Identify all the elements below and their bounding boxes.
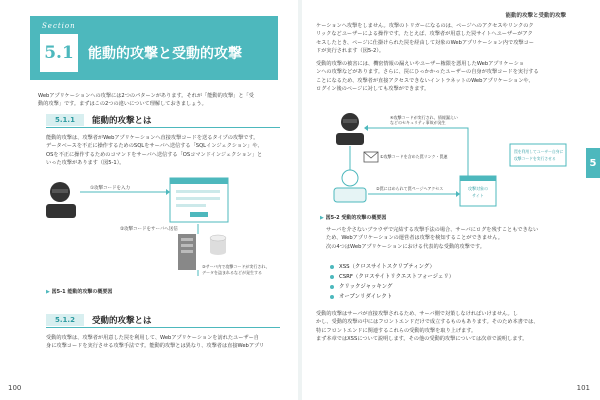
- caption-id: 図5-1: [51, 289, 66, 295]
- attacker-icon: [46, 182, 76, 218]
- paragraph-line: 受動的攻撃の被害には、機密情報の漏えいやユーザー権限を悪用したWebアプリケーショ: [316, 61, 524, 67]
- list-item-text: CSRF（クロスサイトリクエストフォージェリ）: [339, 274, 455, 280]
- chapter-tab: 5: [586, 148, 600, 178]
- paragraph-line: データベースを不正に操作するためのSQLをサーバへ送信する「SQLインジェクション」や、: [46, 143, 263, 150]
- paragraph-line: 身に攻撃コードを実行させる攻撃手法です。能動的攻撃とは異なり、攻撃者は直接Webアプリ: [46, 343, 265, 350]
- intro-line: 動的攻撃」です。まずはこの2つの違いについて理解しておきましょう。: [38, 101, 207, 108]
- subsection-number: 5.1.2: [46, 314, 84, 326]
- right-paragraph-3: [326, 226, 572, 251]
- target-site-icon: [460, 176, 496, 206]
- intro-paragraph: [38, 92, 288, 109]
- figure-5-1-caption: [46, 288, 112, 295]
- page-number-left: 100: [8, 384, 22, 392]
- paragraph-line: 受動的攻撃は、攻撃者が用意した罠を利用して、Webアプリケーションを訪れたユーザー自: [46, 335, 259, 341]
- caption-text: 能動的攻撃の概要図: [67, 289, 113, 295]
- list-item: [330, 262, 454, 272]
- fig2-target1: 攻撃対象の: [468, 186, 488, 191]
- fig1-step3b: データを盗まれるなどが発生する: [202, 270, 262, 275]
- fig2-step1: ①攻撃コードを含めた罠リンク・罠連: [380, 154, 448, 159]
- fig2-target2: サイト: [472, 193, 484, 198]
- intro-line: Webアプリケーションへの攻撃には2つのパターンがあります。それが「能動的攻撃」と「受: [38, 93, 254, 99]
- paragraph-line: ドが実行されます（図5-2）。: [316, 48, 385, 55]
- figure-5-2: [320, 106, 572, 214]
- bullet-icon: [330, 285, 334, 289]
- attacker-icon: [336, 113, 364, 145]
- fig1-step1: ①攻撃コードを入力: [90, 186, 131, 191]
- list-item-text: XSS（クロスサイトスクリプティング）: [339, 264, 435, 270]
- list-item-text: クリックジャッキング: [339, 284, 393, 290]
- caption-marker-icon: ▶: [320, 215, 324, 221]
- user-icon: [334, 170, 366, 202]
- paragraph-line: リックなどユーザーによる操作です。たとえば、攻撃者が用意した罠サイトへユーザーがアク: [316, 31, 533, 38]
- paragraph-line: まず本章ではXSSについて説明します。その他の受動的攻撃については次章で説明します。: [316, 336, 528, 343]
- paragraph-line: ため、Webアプリケーションの運営者は攻撃を検知することができません。: [326, 235, 503, 242]
- paragraph-line: サーバを介さないブラウザで完結する攻撃手法の場合、サーバにログを残すこともできない: [326, 227, 539, 233]
- section-number: 5.1: [40, 34, 78, 72]
- paragraph-line: ログイン後のページに対しても攻撃ができます。: [316, 86, 430, 93]
- paragraph-line: 特にフロントエンドに関連するこれらの受動的攻撃を取り上げます。: [316, 327, 477, 334]
- subsection-heading-passive: [46, 314, 280, 328]
- paragraph-line: OSを不正に操作するためのコマンドをサーバへ送信する「OSコマンドインジェクション」と: [46, 151, 263, 158]
- fig1-step3a: ③サーバ内で攻撃コードが実行され、: [202, 264, 270, 269]
- fig2-step4b: などのセキュリティ事故が発生: [390, 120, 446, 125]
- list-item: [330, 272, 454, 282]
- passive-attack-paragraph: [46, 334, 286, 351]
- section-label: Section: [42, 22, 76, 30]
- active-attack-paragraph: [46, 134, 286, 168]
- fig1-step2: ②攻撃コードをサーバへ送信: [120, 227, 178, 232]
- right-paragraph-1: [316, 22, 572, 56]
- list-item: [330, 282, 454, 292]
- paragraph-line: セスしたとき、ページに仕掛けられた罠を経由して対象のWebアプリケーション内で攻撃コー: [316, 39, 534, 46]
- form-window-icon: [170, 178, 228, 222]
- fig2-step2: ②罠にはめられて罠ページへアクセス: [376, 186, 444, 191]
- caption-id: 図5-2: [325, 215, 340, 221]
- subsection-heading-active: [46, 114, 280, 128]
- list-item: [330, 292, 454, 302]
- figure-5-1: [40, 172, 290, 282]
- running-head: 能動的攻撃と受動的攻撃: [505, 13, 566, 19]
- right-page: [300, 0, 600, 400]
- fig2-note2: 攻撃コードを実行させる: [514, 156, 556, 161]
- subsection-number: 5.1.1: [46, 114, 84, 126]
- paragraph-line: 受動的攻撃はサーバが直接攻撃されるため、サーバ側で対策しなければいけません。し: [316, 311, 518, 317]
- caption-marker-icon: ▶: [46, 289, 50, 295]
- database-icon: [210, 235, 226, 255]
- fig2-step4a: ④攻撃コードが実行され、情報漏えい: [390, 115, 458, 120]
- paragraph-line: ンへの攻撃などがあります。さらに、罠にひっかかったユーザーの自身が攻撃コードを実行する: [316, 69, 539, 76]
- bullet-icon: [330, 295, 334, 299]
- subsection-title: 能動的攻撃とは: [92, 116, 152, 126]
- paragraph-line: かし、受動的攻撃の中にはフロントエンドだけで成立するものもあります。そのため本書では、: [316, 319, 539, 326]
- paragraph-line: 次の4つはWebアプリケーションにおける代表的な受動的攻撃です。: [326, 243, 485, 250]
- list-item-text: オープンリダイレクト: [339, 294, 393, 300]
- mail-icon: [364, 152, 378, 162]
- passive-attack-list: [330, 262, 454, 302]
- figure-5-2-caption: [320, 214, 386, 221]
- right-paragraph-2: [316, 60, 572, 94]
- subsection-title: 受動的攻撃とは: [92, 316, 152, 326]
- bullet-icon: [330, 275, 334, 279]
- bullet-icon: [330, 265, 334, 269]
- page-number-right: 101: [576, 384, 590, 392]
- fig2-note1: 罠を利用してユーザー自身に: [514, 149, 564, 154]
- section-banner: [30, 16, 278, 80]
- caption-text: 受動的攻撃の概要図: [341, 215, 387, 221]
- right-paragraph-4: [316, 310, 572, 344]
- section-title: 能動的攻撃と受動的攻撃: [88, 46, 242, 62]
- note-box: [510, 144, 566, 166]
- paragraph-line: いった攻撃があります（図5-1）。: [46, 160, 125, 167]
- paragraph-line: ことになるため、攻撃者が直接アクセスできないイントラネットのWebアプリケーションや、: [316, 77, 534, 84]
- paragraph-line: ケーションへ攻撃をしません。攻撃のトリガーになるのは、ページへのアクセスやリンクのク: [316, 23, 534, 29]
- server-icon: [178, 234, 196, 270]
- paragraph-line: 能動的攻撃は、攻撃者がWebアプリケーションへ直接攻撃コードを送るタイプの攻撃です。: [46, 135, 259, 141]
